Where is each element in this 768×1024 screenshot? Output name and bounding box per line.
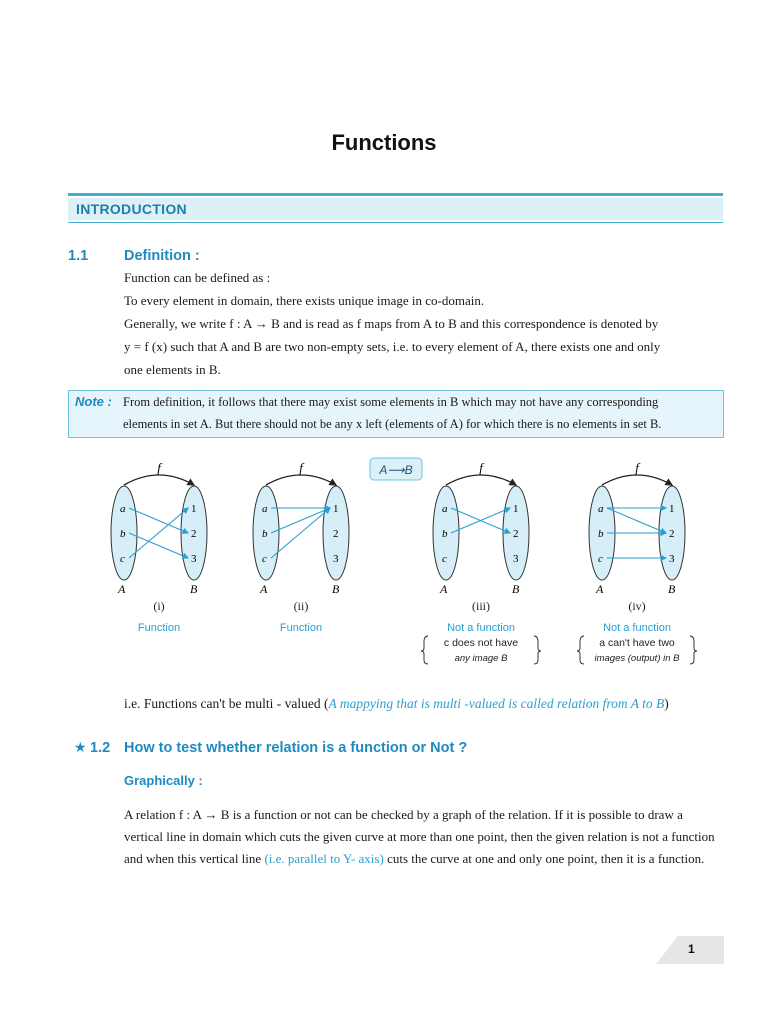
mapping-panel — [111, 460, 207, 634]
set-b-element: 1 — [513, 503, 519, 515]
note-text — [123, 391, 718, 435]
set-a-element: a — [120, 503, 126, 515]
f-label: f — [299, 460, 303, 475]
definition-line-5: one elements in B. — [124, 362, 221, 377]
set-b-element: 3 — [191, 553, 197, 565]
f-arrow — [266, 475, 336, 485]
set-a-element: c — [262, 553, 267, 565]
set-b-label: B — [668, 582, 676, 596]
set-b-element: 1 — [191, 503, 197, 515]
set-a-element: c — [442, 553, 447, 565]
star-icon: ★ — [74, 740, 87, 756]
set-a-element: a — [442, 503, 448, 515]
panel-number: (iv) — [628, 599, 646, 613]
mapping-arrow — [129, 508, 188, 533]
legend-box — [370, 458, 422, 480]
header-rule-bottom — [68, 222, 723, 223]
left-brace — [577, 636, 584, 664]
set-a-element: a — [598, 503, 604, 515]
page-title: Functions — [331, 130, 437, 155]
note-line-2: elements in set A. But there should not be any x left (elements of A) for which there is no elements in set B. — [123, 417, 662, 431]
graphically-text-b: cuts the curve at one and only one point, then it is a function. — [383, 851, 705, 866]
definition-line-4: y = f (x) such that A and B are two non-empty sets, i.e. to every element of A, there exists one and only — [124, 339, 661, 354]
definition-line-1: Function can be defined as : — [124, 270, 271, 285]
section-title-2: How to test whether relation is a function or Not ? — [124, 740, 468, 756]
f-arrow — [446, 475, 516, 485]
header-rule-top — [68, 193, 723, 196]
graphically-text-a: A relation f : A → B is a function or not can be checked by a graph of the relation. If it is possible to draw a vertical line in domain which cuts the given curve at more than one point, then the given relation is not a function and when this vertical line — [124, 807, 715, 866]
panel-caption: Not a function — [447, 622, 515, 634]
mapping-arrow — [607, 508, 666, 533]
panel-note-line-1: a can't have two — [599, 637, 675, 649]
set-a-label: A — [118, 582, 126, 596]
set-a-element: b — [598, 528, 604, 540]
set-b-element: 3 — [333, 553, 339, 565]
set-a-element: c — [598, 553, 603, 565]
note-box — [68, 390, 724, 438]
multi-valued-text: i.e. Functions can't be multi - valued ( — [124, 696, 329, 711]
note-line-1: From definition, it follows that there may exist some elements in B which may not have any corresponding — [123, 395, 659, 409]
mapping-panel — [421, 460, 541, 664]
graphically-paragraph — [124, 804, 724, 870]
multi-valued-close: ) — [664, 696, 669, 711]
multi-valued-blue: A mappying that is multi -valued is called relation from A to B — [328, 696, 665, 711]
multi-valued-note — [124, 696, 669, 712]
right-brace — [534, 636, 541, 664]
f-label: f — [635, 460, 639, 475]
left-brace — [421, 636, 428, 664]
subheading-graphically: Graphically : — [124, 773, 203, 788]
f-label: f — [157, 460, 161, 475]
set-b-label: B — [190, 582, 198, 596]
set-a-element: b — [120, 528, 126, 540]
definition-line-3: Generally, we write f : A → B and is read as f maps from A to B and this correspondence is denoted by — [124, 316, 659, 331]
f-arrow — [602, 475, 672, 485]
note-label: Note : — [75, 394, 112, 409]
panel-caption: Function — [279, 622, 323, 634]
set-a-element: b — [442, 528, 448, 540]
right-brace — [690, 636, 697, 664]
set-a-element: a — [262, 503, 268, 515]
panel-number: (ii) — [293, 599, 309, 613]
mapping-panel — [577, 460, 697, 664]
set-b-element: 3 — [513, 553, 519, 565]
panel-note-line-1: c does not have — [443, 637, 519, 649]
set-b-label: B — [512, 582, 520, 596]
mapping-arrow — [129, 533, 188, 558]
page-number: 1 — [688, 942, 695, 956]
set-b-element: 1 — [669, 503, 675, 515]
mapping-arrow — [129, 508, 188, 558]
section-number-2: 1.2 — [90, 740, 111, 756]
mapping-arrow — [271, 508, 330, 558]
section-header-bar — [68, 193, 723, 223]
mapping-panel — [253, 460, 349, 634]
set-a-label: A — [596, 582, 604, 596]
f-arrow — [124, 475, 194, 485]
panel-note-line-2: images (output) in B — [594, 653, 680, 664]
graphically-text-blue: (i.e. parallel to Y- axis) — [264, 851, 384, 866]
set-b-element: 3 — [669, 553, 675, 565]
set-a-label: A — [260, 582, 268, 596]
set-a-label: A — [440, 582, 448, 596]
set-b-element: 2 — [669, 528, 675, 540]
panel-note-line-2: any image B — [454, 653, 508, 664]
set-b-element: 2 — [191, 528, 197, 540]
set-b-label: B — [332, 582, 340, 596]
set-b-element: 2 — [513, 528, 519, 540]
mapping-diagrams — [100, 455, 720, 677]
set-b-element: 1 — [333, 503, 339, 515]
section-number: 1.1 — [68, 248, 89, 264]
set-a-element: b — [262, 528, 268, 540]
panel-number: (i) — [153, 599, 165, 613]
panel-caption: Not a function — [603, 622, 671, 634]
section-header-label: INTRODUCTION — [76, 201, 187, 217]
section-title: Definition : — [124, 248, 200, 264]
legend-text: A⟶B — [379, 463, 413, 477]
f-label: f — [479, 460, 483, 475]
set-b-element: 2 — [333, 528, 339, 540]
panel-number: (iii) — [472, 599, 490, 613]
definition-line-2: To every element in domain, there exists unique image in co-domain. — [124, 293, 485, 308]
set-a-element: c — [120, 553, 125, 565]
panel-caption: Function — [137, 622, 181, 634]
mapping-arrow — [271, 508, 330, 533]
